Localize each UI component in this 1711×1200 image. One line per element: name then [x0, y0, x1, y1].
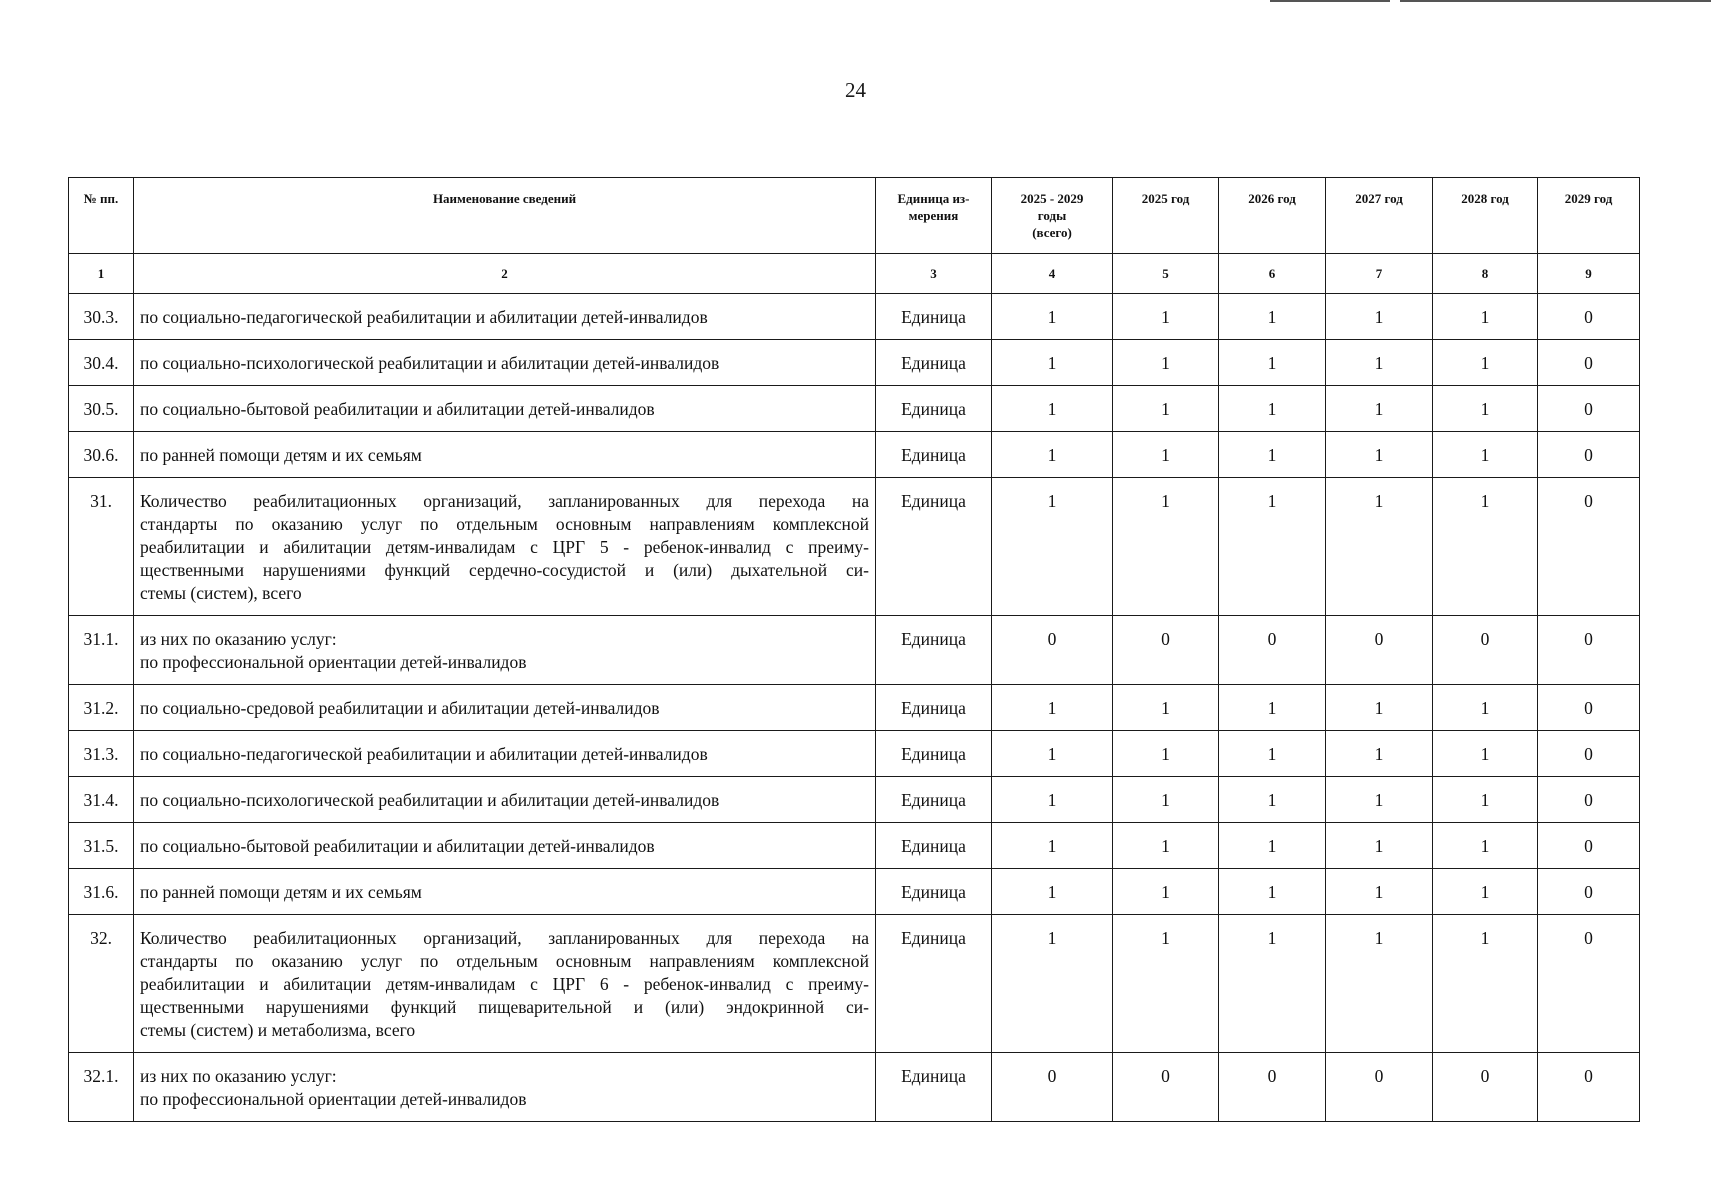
- row-value: 1: [992, 685, 1113, 731]
- row-name-line: по социально-бытовой реабилитации и абилитации детей-инвалидов: [140, 399, 655, 419]
- row-value: 1: [1113, 478, 1219, 616]
- row-value: 1: [1433, 777, 1538, 823]
- column-number-row: [69, 254, 1640, 294]
- row-value: 1: [1326, 478, 1433, 616]
- row-name-line: из них по оказанию услуг:: [140, 629, 337, 649]
- row-value: 1: [1433, 386, 1538, 432]
- table-row: [69, 869, 1640, 915]
- row-name: [134, 432, 876, 478]
- row-name-line: стандарты по оказанию услуг по отдельным основным направлениям комплексной: [140, 514, 869, 534]
- row-value: 1: [1113, 869, 1219, 915]
- table-row: [69, 777, 1640, 823]
- header-unit: [876, 178, 992, 254]
- row-value: 0: [1538, 478, 1640, 616]
- row-value: 1: [992, 869, 1113, 915]
- row-number: 30.5.: [69, 386, 134, 432]
- row-name-line: по ранней помощи детям и их семьям: [140, 445, 422, 465]
- row-name-line: реабилитации и абилитации детям-инвалидам с ЦРГ 5 - ребенок-инвалид с преиму-: [140, 537, 869, 557]
- row-value: 1: [1219, 731, 1326, 777]
- row-value: 1: [992, 340, 1113, 386]
- row-value: 1: [1219, 294, 1326, 340]
- row-value: 0: [992, 616, 1113, 685]
- table-row: [69, 386, 1640, 432]
- row-unit: Единица: [876, 386, 992, 432]
- row-value: 1: [1219, 386, 1326, 432]
- row-value: 0: [1113, 616, 1219, 685]
- table-row: [69, 915, 1640, 1053]
- row-value: 1: [1113, 685, 1219, 731]
- table-row: [69, 432, 1640, 478]
- row-name: [134, 731, 876, 777]
- row-number: 30.6.: [69, 432, 134, 478]
- row-value: 1: [1433, 294, 1538, 340]
- row-value: 0: [1538, 616, 1640, 685]
- row-number: 32.: [69, 915, 134, 1053]
- table-row: [69, 478, 1640, 616]
- row-value: 1: [1113, 915, 1219, 1053]
- row-name-line: стандарты по оказанию услуг по отдельным основным направлениям комплексной: [140, 951, 869, 971]
- row-name-line: стемы (систем) и метаболизма, всего: [140, 1020, 416, 1040]
- row-name-line: реабилитации и абилитации детям-инвалидам с ЦРГ 6 - ребенок-инвалид с преиму-: [140, 974, 869, 994]
- row-value: 0: [1433, 1053, 1538, 1122]
- row-value: 1: [992, 915, 1113, 1053]
- row-unit: Единица: [876, 777, 992, 823]
- row-value: 1: [1219, 340, 1326, 386]
- header-2029: 2029 год: [1538, 178, 1640, 254]
- row-name-line: по социально-педагогической реабилитации и абилитации детей-инвалидов: [140, 744, 708, 764]
- header-total-line: (всего): [1032, 225, 1072, 240]
- row-value: 1: [1433, 823, 1538, 869]
- row-value: 1: [1326, 432, 1433, 478]
- row-value: 1: [1326, 386, 1433, 432]
- row-name: [134, 869, 876, 915]
- row-name-line: по социально-средовой реабилитации и абилитации детей-инвалидов: [140, 698, 660, 718]
- row-value: 1: [992, 478, 1113, 616]
- row-number: 31.1.: [69, 616, 134, 685]
- row-value: 1: [1219, 685, 1326, 731]
- row-value: 1: [1433, 432, 1538, 478]
- row-name: [134, 915, 876, 1053]
- row-value: 0: [1219, 1053, 1326, 1122]
- row-name: [134, 823, 876, 869]
- header-unit-line: Единица из-: [897, 191, 970, 206]
- row-name-line: по социально-психологической реабилитации и абилитации детей-инвалидов: [140, 790, 720, 810]
- column-number: 6: [1219, 254, 1326, 294]
- row-value: 1: [1326, 823, 1433, 869]
- row-value: 1: [1326, 340, 1433, 386]
- row-value: 1: [1219, 915, 1326, 1053]
- row-name-line: щественными нарушениями функций пищеварительной и (или) эндокринной си-: [140, 997, 869, 1017]
- row-unit: Единица: [876, 685, 992, 731]
- row-unit: Единица: [876, 1053, 992, 1122]
- row-value: 1: [1433, 869, 1538, 915]
- row-value: 1: [1113, 294, 1219, 340]
- table-row: [69, 1053, 1640, 1122]
- column-number: 5: [1113, 254, 1219, 294]
- row-value: 1: [1113, 823, 1219, 869]
- row-value: 0: [1219, 616, 1326, 685]
- row-value: 0: [1538, 1053, 1640, 1122]
- row-value: 0: [1433, 616, 1538, 685]
- column-number: 8: [1433, 254, 1538, 294]
- row-name-line: по профессиональной ориентации детей-инвалидов: [140, 652, 527, 672]
- row-unit: Единица: [876, 432, 992, 478]
- row-value: 1: [1433, 685, 1538, 731]
- row-unit: Единица: [876, 731, 992, 777]
- row-number: 31.4.: [69, 777, 134, 823]
- row-number: 31.3.: [69, 731, 134, 777]
- row-value: 0: [1538, 823, 1640, 869]
- row-unit: Единица: [876, 823, 992, 869]
- row-value: 0: [1538, 777, 1640, 823]
- row-name-line: по социально-психологической реабилитации и абилитации детей-инвалидов: [140, 353, 720, 373]
- header-2025: 2025 год: [1113, 178, 1219, 254]
- table-row: [69, 731, 1640, 777]
- row-value: 0: [1538, 432, 1640, 478]
- header-name: Наименование сведений: [134, 178, 876, 254]
- header-2026: 2026 год: [1219, 178, 1326, 254]
- row-unit: Единица: [876, 915, 992, 1053]
- row-value: 0: [1538, 915, 1640, 1053]
- column-number: 3: [876, 254, 992, 294]
- row-number: 31.: [69, 478, 134, 616]
- row-value: 1: [1113, 386, 1219, 432]
- row-name: [134, 685, 876, 731]
- header-2027: 2027 год: [1326, 178, 1433, 254]
- row-name: [134, 340, 876, 386]
- top-edge-rule: [1270, 0, 1390, 2]
- header-2028: 2028 год: [1433, 178, 1538, 254]
- header-no: № пп.: [69, 178, 134, 254]
- row-unit: Единица: [876, 340, 992, 386]
- row-value: 1: [1219, 478, 1326, 616]
- row-unit: Единица: [876, 869, 992, 915]
- row-value: 1: [1113, 340, 1219, 386]
- row-name-line: Количество реабилитационных организаций, запланированных для перехода на: [140, 491, 869, 511]
- row-name-line: щественными нарушениями функций сердечно-сосудистой и (или) дыхательной си-: [140, 560, 869, 580]
- column-number: 1: [69, 254, 134, 294]
- row-number: 30.3.: [69, 294, 134, 340]
- header-total-line: 2025 - 2029: [1020, 191, 1084, 206]
- row-value: 1: [992, 386, 1113, 432]
- page-number: 24: [845, 78, 866, 102]
- row-value: 0: [1113, 1053, 1219, 1122]
- row-value: 1: [1433, 731, 1538, 777]
- row-value: 0: [1326, 616, 1433, 685]
- row-unit: Единица: [876, 616, 992, 685]
- column-number: 9: [1538, 254, 1640, 294]
- header-unit-line: мерения: [908, 208, 959, 223]
- row-value: 1: [1326, 685, 1433, 731]
- row-number: 31.5.: [69, 823, 134, 869]
- row-value: 1: [1433, 915, 1538, 1053]
- row-value: 1: [1219, 432, 1326, 478]
- row-name-line: по социально-педагогической реабилитации и абилитации детей-инвалидов: [140, 307, 708, 327]
- table-row: [69, 616, 1640, 685]
- row-value: 0: [992, 1053, 1113, 1122]
- row-value: 1: [1219, 869, 1326, 915]
- row-value: 1: [1219, 823, 1326, 869]
- row-value: 1: [1326, 731, 1433, 777]
- row-value: 0: [1538, 340, 1640, 386]
- row-value: 0: [1538, 386, 1640, 432]
- row-value: 1: [1219, 777, 1326, 823]
- row-name: [134, 616, 876, 685]
- row-value: 1: [1326, 294, 1433, 340]
- row-value: 0: [1538, 685, 1640, 731]
- row-name-line: Количество реабилитационных организаций, запланированных для перехода на: [140, 928, 869, 948]
- row-number: 31.6.: [69, 869, 134, 915]
- table-body: [69, 294, 1640, 1122]
- header-total: [992, 178, 1113, 254]
- row-value: 0: [1538, 731, 1640, 777]
- column-number: 4: [992, 254, 1113, 294]
- row-number: 30.4.: [69, 340, 134, 386]
- row-value: 0: [1538, 869, 1640, 915]
- row-value: 1: [992, 823, 1113, 869]
- table-row: [69, 823, 1640, 869]
- column-number: 2: [134, 254, 876, 294]
- row-number: 31.2.: [69, 685, 134, 731]
- row-value: 1: [1326, 915, 1433, 1053]
- row-value: 1: [992, 432, 1113, 478]
- row-name-line: по социально-бытовой реабилитации и абилитации детей-инвалидов: [140, 836, 655, 856]
- row-value: 0: [1326, 1053, 1433, 1122]
- row-name-line: по профессиональной ориентации детей-инвалидов: [140, 1089, 527, 1109]
- row-unit: Единица: [876, 294, 992, 340]
- row-number: 32.1.: [69, 1053, 134, 1122]
- row-name: [134, 777, 876, 823]
- table-row: [69, 340, 1640, 386]
- column-number: 7: [1326, 254, 1433, 294]
- row-name-line: стемы (систем), всего: [140, 583, 302, 603]
- row-value: 1: [1326, 869, 1433, 915]
- row-value: 1: [1433, 478, 1538, 616]
- row-name: [134, 294, 876, 340]
- row-value: 1: [1113, 777, 1219, 823]
- row-name-line: из них по оказанию услуг:: [140, 1066, 337, 1086]
- row-name-line: по ранней помощи детям и их семьям: [140, 882, 422, 902]
- header-row: [69, 178, 1640, 254]
- table-row: [69, 685, 1640, 731]
- row-name: [134, 478, 876, 616]
- row-value: 1: [1113, 432, 1219, 478]
- row-value: 1: [992, 731, 1113, 777]
- row-value: 0: [1538, 294, 1640, 340]
- row-value: 1: [992, 777, 1113, 823]
- row-name: [134, 386, 876, 432]
- top-edge-rule: [1400, 0, 1711, 2]
- header-total-line: годы: [1037, 208, 1067, 223]
- row-unit: Единица: [876, 478, 992, 616]
- data-table: [68, 177, 1640, 1122]
- table-row: [69, 294, 1640, 340]
- row-value: 1: [1113, 731, 1219, 777]
- row-value: 1: [1326, 777, 1433, 823]
- row-value: 1: [992, 294, 1113, 340]
- row-value: 1: [1433, 340, 1538, 386]
- row-name: [134, 1053, 876, 1122]
